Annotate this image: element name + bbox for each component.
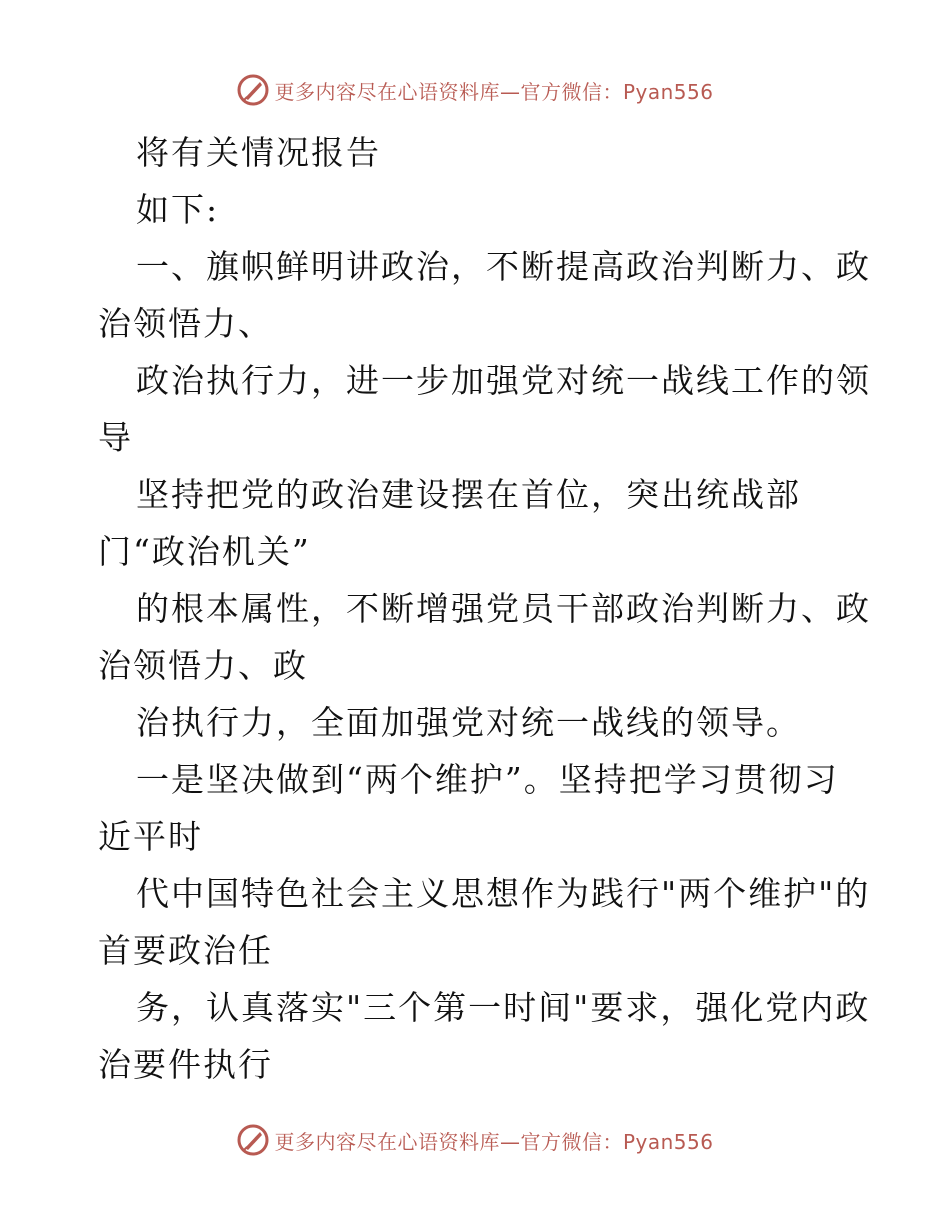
header-watermark <box>0 70 950 110</box>
text-line: 将有关情况报告 <box>136 133 381 172</box>
feather-pen-logo-icon <box>236 1123 270 1157</box>
text-line: 治领悟力、 <box>98 304 273 343</box>
text-line: 政治执行力，进一步加强党对统一战线工作的领 <box>136 361 871 400</box>
text-line: 一是坚决做到“两个维护”。坚持把学习贯彻习 <box>136 760 839 799</box>
watermark-text: 更多内容尽在心语资料库—官方微信：Pyan556 <box>274 1129 714 1154</box>
text-line: 门“政治机关” <box>98 532 311 571</box>
text-line: 务，认真落实"三个第一时间"要求，强化党内政 <box>136 988 871 1027</box>
text-line: 代中国特色社会主义思想作为践行"两个维护"的 <box>136 874 871 913</box>
document-body <box>98 124 871 1093</box>
watermark-text: 更多内容尽在心语资料库—官方微信：Pyan556 <box>274 79 714 104</box>
text-line: 的根本属性，不断增强党员干部政治判断力、政 <box>136 589 871 628</box>
feather-pen-logo-icon <box>236 73 270 107</box>
text-line: 如下: <box>136 190 220 229</box>
text-line: 治要件执行 <box>98 1045 273 1084</box>
text-line: 一、旗帜鲜明讲政治，不断提高政治判断力、政 <box>136 247 871 286</box>
text-line: 首要政治任 <box>98 931 273 970</box>
footer-watermark <box>0 1120 950 1160</box>
text-line: 近平时 <box>98 817 203 856</box>
text-line: 导 <box>98 418 133 457</box>
text-line: 治领悟力、政 <box>98 646 308 685</box>
text-line: 治执行力，全面加强党对统一战线的领导。 <box>136 703 801 742</box>
text-line: 坚持把党的政治建设摆在首位，突出统战部 <box>136 475 801 514</box>
